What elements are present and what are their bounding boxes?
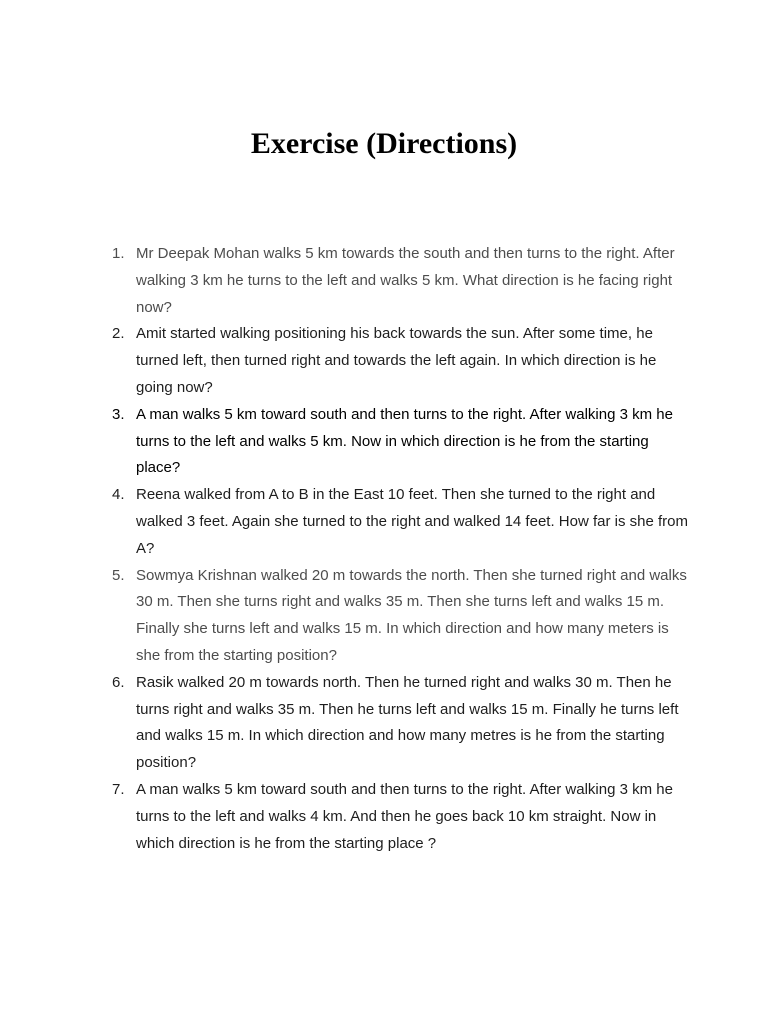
question-text: Sowmya Krishnan walked 20 m towards the north. Then she turned right and walks 30 m. Then she turns right and walks 35 m. Then she turns left and walks 15 m. Finally she turns left and walks 15 m. In which direction and how many meters is she from the starting position?: [136, 566, 687, 664]
question-list: [108, 241, 688, 857]
question-number: 3.: [112, 405, 125, 423]
question-text: Reena walked from A to B in the East 10 feet. Then she turned to the right and walked 3 feet. Again she turned to the right and walked 14 feet. How far is she from A?: [136, 486, 688, 557]
list-item: [108, 241, 688, 321]
page-title: Exercise (Directions): [250, 127, 518, 160]
question-number: 7.: [112, 780, 125, 798]
list-item: [108, 563, 688, 670]
question-number: 1.: [112, 245, 125, 262]
question-number: 2.: [112, 325, 125, 343]
question-number: 5.: [112, 566, 125, 584]
question-number: 4.: [112, 486, 125, 504]
question-text: Amit started walking positioning his back towards the sun. After some time, he turned left, then turned right and towards the left again. In which direction is he going now?: [136, 325, 657, 396]
question-text: Rasik walked 20 m towards north. Then he turned right and walks 30 m. Then he turns right and walks 35 m. Then he turns left and walks 15 m. Finally he turns left and walks 15 m. In which direction and how many metres is he from the starting position?: [136, 673, 679, 772]
question-text: A man walks 5 km toward south and then turns to the right. After walking 3 km he turns to the left and walks 5 km. Now in which direction is he from the starting place?: [136, 405, 673, 477]
list-item: [108, 777, 688, 857]
question-text: Mr Deepak Mohan walks 5 km towards the south and then turns to the right. After walking 3 km he turns to the left and walks 5 km. What direction is he facing right now?: [136, 245, 675, 316]
list-item: [108, 321, 688, 401]
list-item: [108, 482, 688, 562]
question-number: 6.: [112, 673, 125, 691]
list-item: [108, 402, 688, 482]
list-item: [108, 670, 688, 777]
question-text: A man walks 5 km toward south and then turns to the right. After walking 3 km he turns to the left and walks 4 km. And then he goes back 10 km straight. Now in which direction is he from the starting place ?: [136, 780, 673, 852]
